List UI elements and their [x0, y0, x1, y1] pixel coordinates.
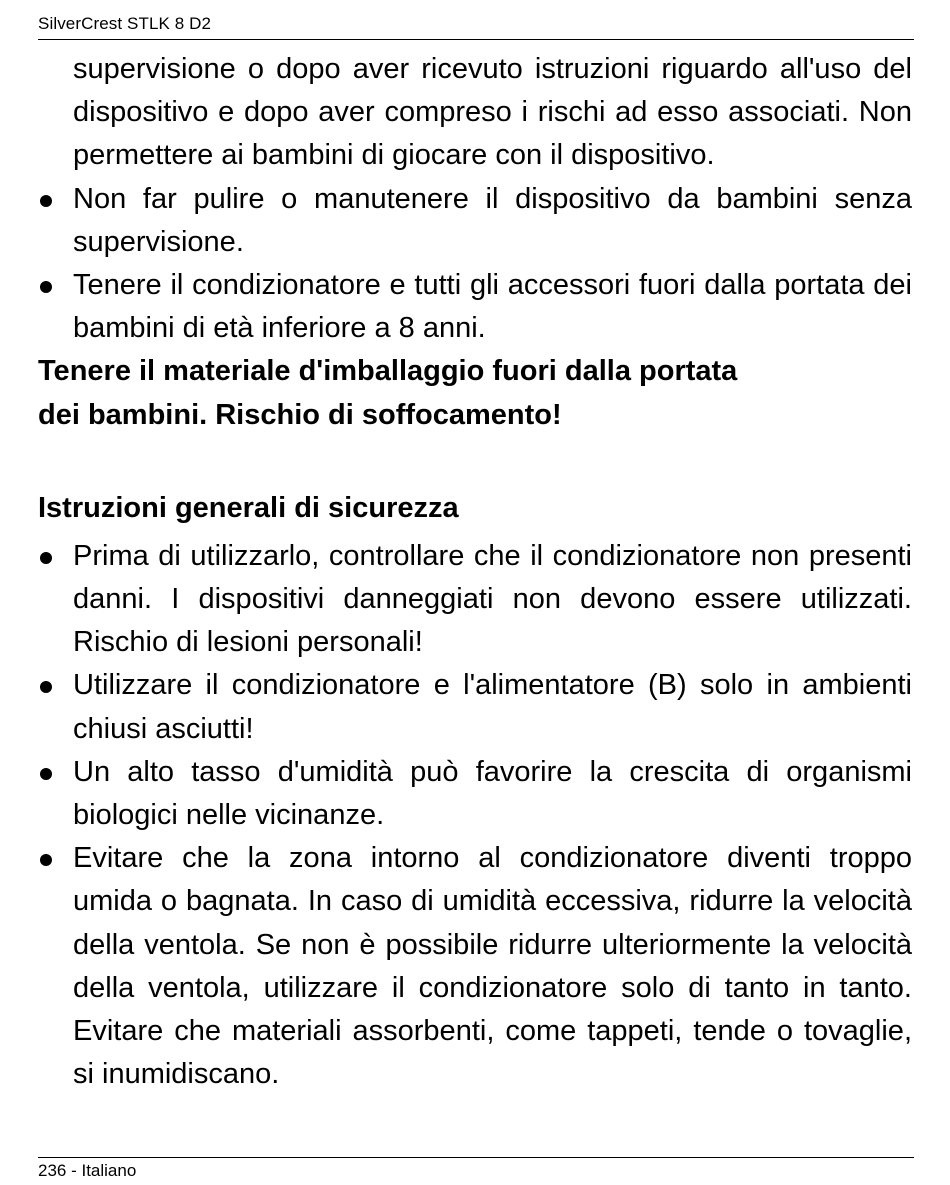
general-safety-list	[38, 535, 912, 1097]
list-item-text: Tenere il condizionatore e tutti gli accessori fuori dalla portata dei bambini di età inferiore a 8 anni.	[73, 269, 912, 345]
page-content	[38, 48, 912, 1096]
list-item-text: Prima di utilizzarlo, controllare che il condizionatore non presenti danni. I dispositivi danneggiati non devono essere utilizzati. Rischio di lesioni personali!	[73, 539, 912, 659]
list-item	[38, 178, 912, 264]
list-item	[38, 264, 912, 350]
list-item	[38, 751, 912, 837]
bullet-icon	[40, 768, 52, 780]
bullet-icon	[40, 195, 52, 207]
bullet-icon	[40, 552, 52, 564]
child-safety-list	[38, 178, 912, 351]
list-item-text: Un alto tasso d'umidità può favorire la crescita di organismi biologici nelle vicinanze.	[73, 755, 912, 832]
packaging-warning	[38, 350, 912, 436]
section-title: Istruzioni generali di sicurezza	[38, 491, 459, 524]
warning-line-2: dei bambini. Rischio di soffocamento!	[38, 398, 562, 431]
list-item	[38, 664, 912, 750]
page-number: 236 - Italiano	[38, 1161, 137, 1180]
header-title: SilverCrest STLK 8 D2	[38, 14, 212, 33]
list-item-text: Non far pulire o manutenere il dispositivo da bambini senza supervisione.	[73, 182, 912, 258]
list-item	[38, 535, 912, 665]
list-item-text: Evitare che la zona intorno al condizionatore diventi troppo umida o bagnata. In caso di umidità eccessiva, ridurre la velocità della ventola. Se non è possibile ridurre ulteriormente la velocità della ventola, utilizzare il condizionatore solo di tanto in tanto. Evitare che materiali assorbenti, come tappeti, tende o tovaglie, si inumidiscano.	[73, 842, 912, 1091]
page-footer	[38, 1157, 914, 1184]
bullet-icon	[40, 281, 52, 293]
continuation-paragraph: supervisione o dopo aver ricevuto istruzioni riguardo all'uso del dispositivo e dopo aver compreso i rischi ad esso associati. Non permettere ai bambini di giocare con il dispositivo.	[73, 53, 912, 172]
warning-line-1: Tenere il materiale d'imballaggio fuori dalla portata	[38, 355, 738, 388]
bullet-icon	[40, 854, 52, 866]
page-header	[38, 12, 914, 40]
bullet-icon	[40, 681, 52, 693]
list-item-text: Utilizzare il condizionatore e l'alimentatore (B) solo in ambienti chiusi asciutti!	[73, 669, 912, 745]
list-item	[38, 837, 912, 1096]
